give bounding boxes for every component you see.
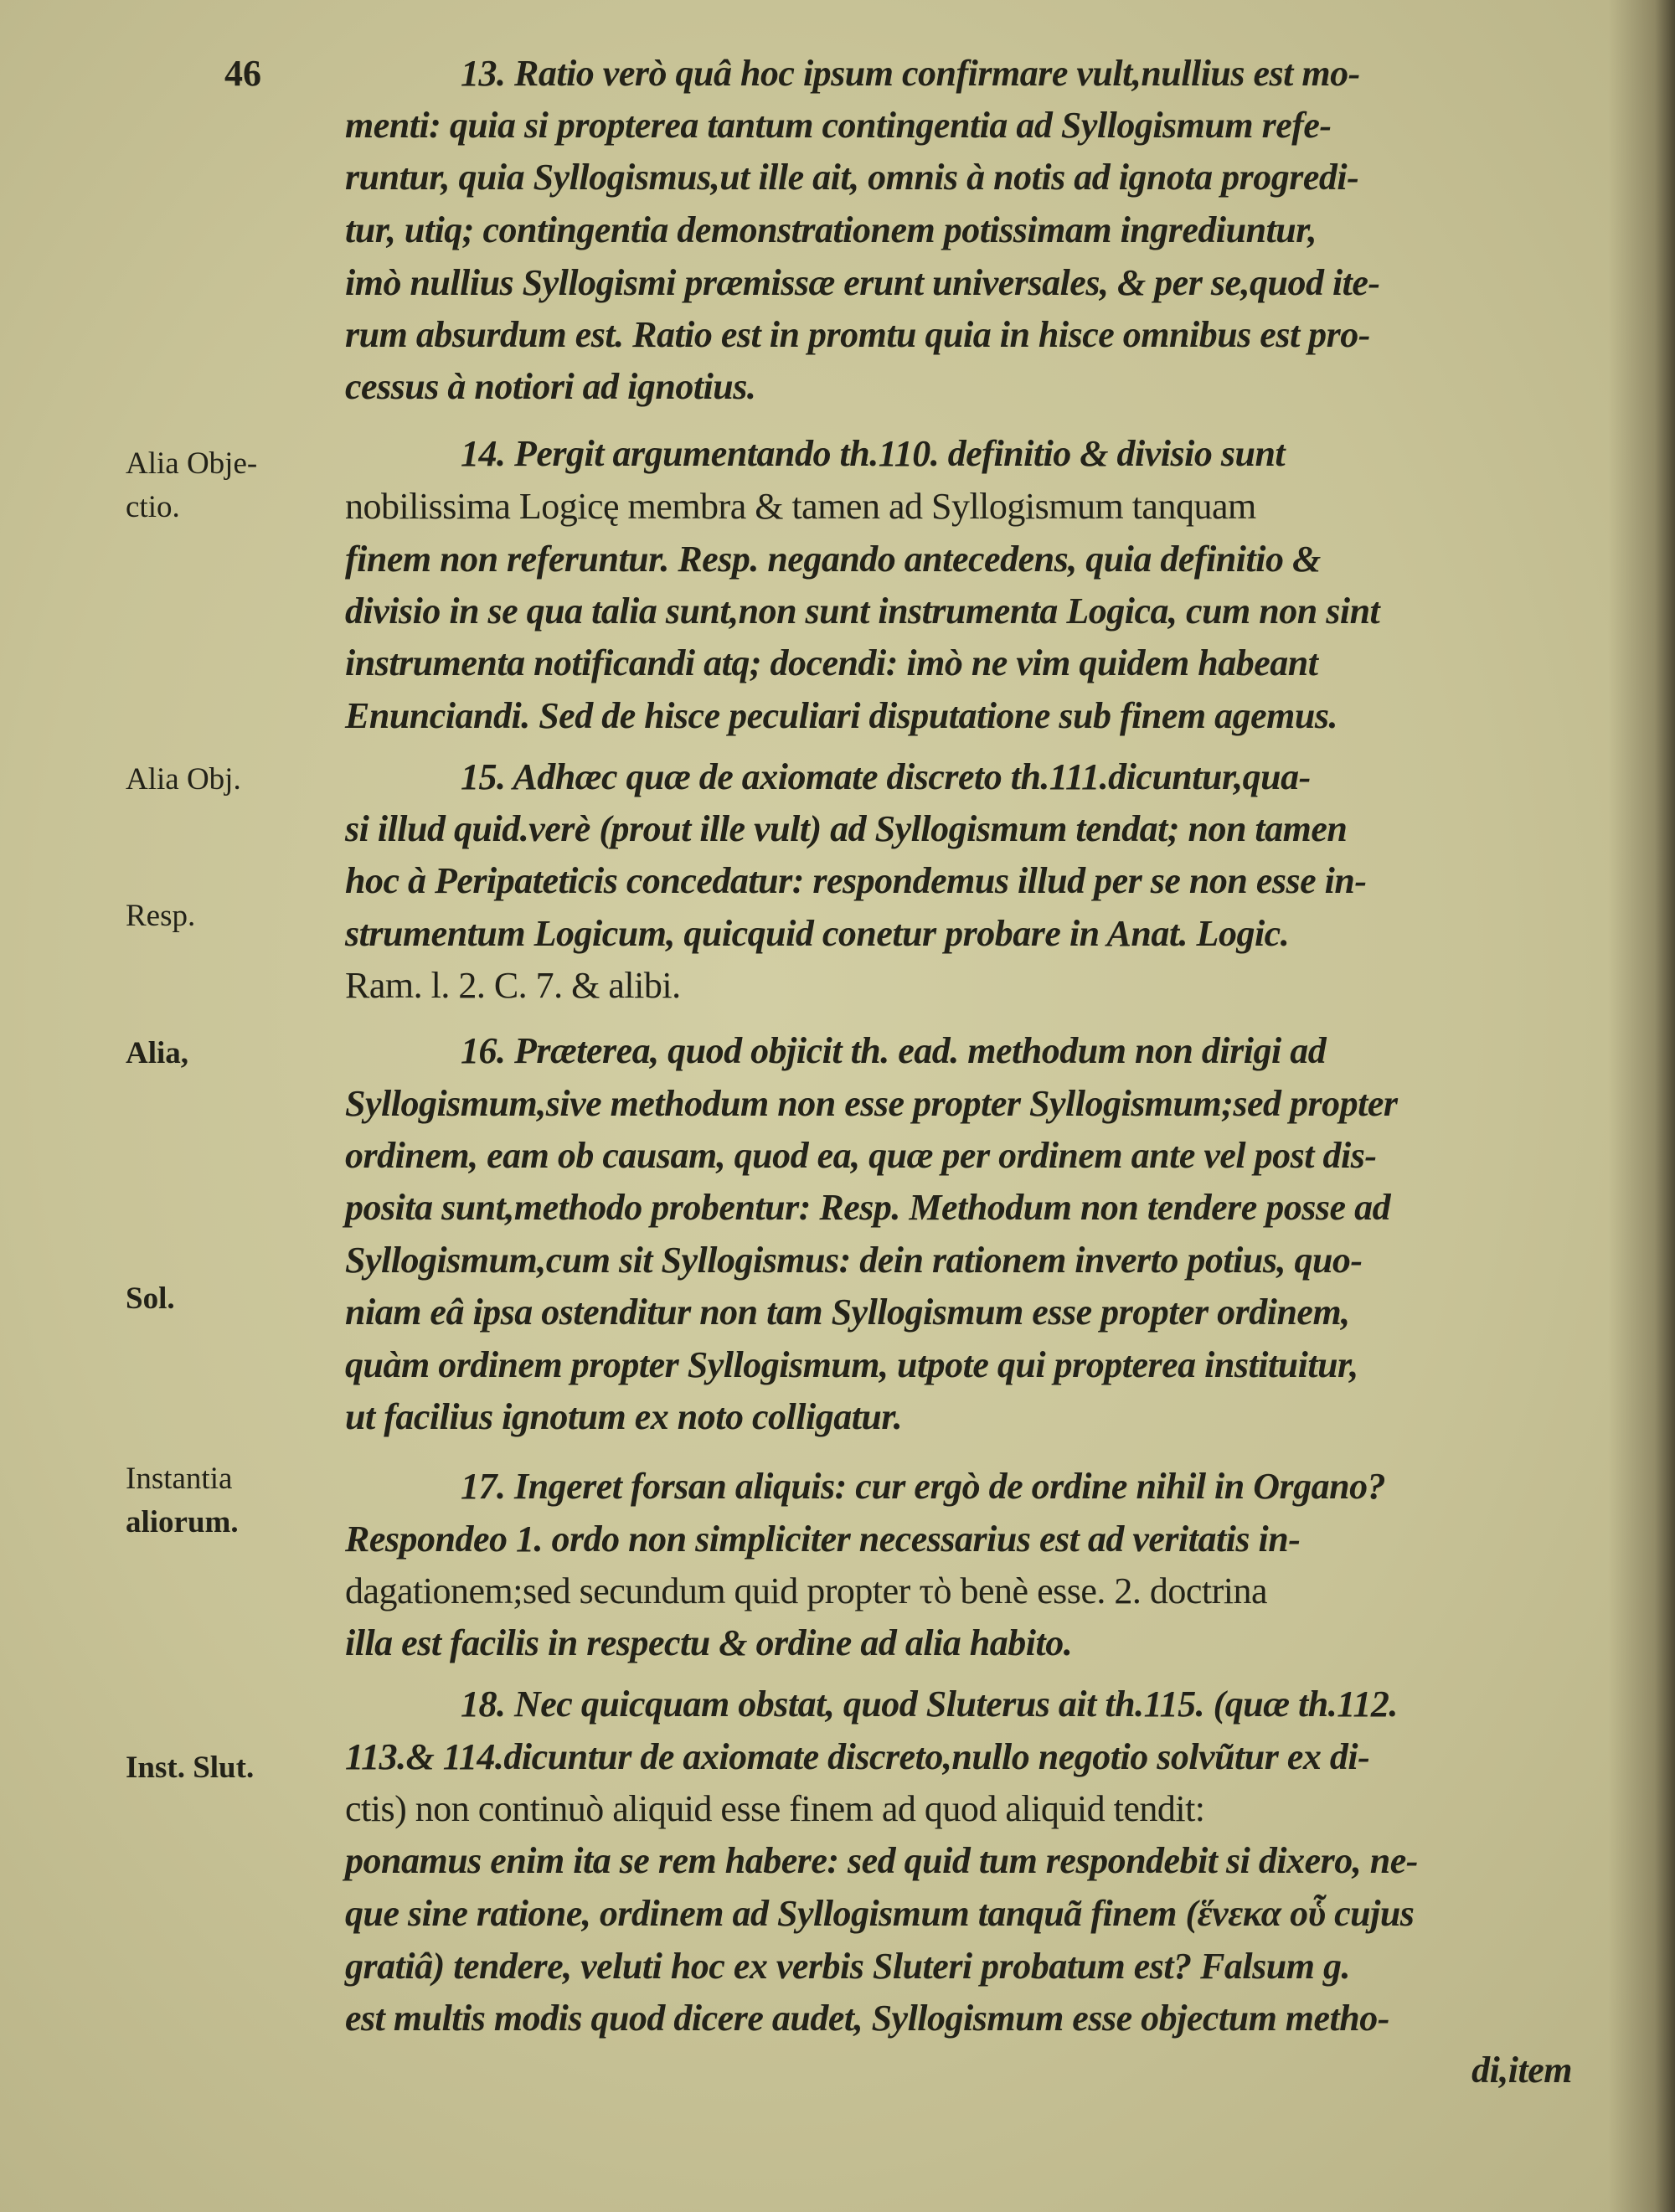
text-line: tur, utiq; contingentia demonstrationem potissimam ingrediuntur, [345, 209, 1317, 250]
margin-note: Alia Obje- [126, 446, 258, 481]
text-line: est multis modis quod dicere audet, Syllogismum esse objectum metho- [345, 1998, 1389, 2039]
text-line: Enunciandi. Sed de hisce peculiari disputatione sub finem agemus. [345, 695, 1337, 736]
text-line: hoc à Peripateticis concedatur: respondemus illud per se non esse in- [345, 860, 1367, 901]
text-line: posita sunt,methodo probentur: Resp. Methodum non tendere posse ad [345, 1187, 1391, 1228]
text-line: niam eâ ipsa ostenditur non tam Syllogismum esse propter ordinem, [345, 1292, 1350, 1333]
text-line: divisio in se qua talia sunt,non sunt instrumenta Logica, cum non sint [345, 590, 1380, 632]
margin-note: Alia Obj. [126, 762, 241, 797]
text-line: 113.& 114.dicuntur de axiomate discreto,nullo negotio solvũtur ex di- [345, 1736, 1370, 1777]
text-line: quàm ordinem propter Syllogismum, utpote qui propterea instituitur, [345, 1344, 1358, 1385]
text-line: illa est facilis in respectu & ordine ad alia habito. [345, 1622, 1073, 1663]
text-line: 15. Adhæc quæ de axiomate discreto th.111.dicuntur,qua- [461, 756, 1311, 797]
margin-note: Instantia [126, 1462, 233, 1496]
text-line: 14. Pergit argumentando th.110. definitio & divisio sunt [461, 433, 1286, 474]
text-line: Syllogismum,sive methodum non esse propter Syllogismum;sed propter [345, 1083, 1398, 1124]
catchword: di,item [1471, 2050, 1572, 2091]
margin-note: Inst. Slut. [126, 1751, 255, 1785]
margin-note: ctio. [126, 490, 180, 524]
text-line: cessus à notiori ad ignotius. [345, 366, 756, 407]
text-line: nobilissima Logicę membra & tamen ad Syllogismum tanquam [345, 486, 1256, 527]
text-line: rum absurdum est. Ratio est in promtu quia in hisce omnibus est pro- [345, 314, 1370, 355]
text-line: que sine ratione, ordinem ad Syllogismum tanquã finem (ἕνεκα οὗ cujus [345, 1893, 1415, 1934]
text-line: ctis) non continuò aliquid esse finem ad quod aliquid tendit: [345, 1788, 1205, 1829]
text-line: menti: quia si propterea tantum contingentia ad Syllogismum refe- [345, 105, 1332, 146]
text-line: finem non referuntur. Resp. negando antecedens, quia definitio & [345, 539, 1321, 580]
text-line: 18. Nec quicquam obstat, quod Sluterus ait th.115. (quæ th.112. [461, 1683, 1398, 1725]
margin-note: aliorum. [126, 1505, 239, 1539]
text-line: Respondeo 1. ordo non simpliciter necessarius est ad veritatis in- [345, 1518, 1301, 1560]
text-line: 17. Ingeret forsan aliquis: cur ergò de ordine nihil in Organo? [461, 1466, 1386, 1507]
text-line: Syllogismum,cum sit Syllogismus: dein rationem inverto potius, quo- [345, 1240, 1363, 1281]
text-line: ordinem, eam ob causam, quod ea, quæ per ordinem ante vel post dis- [345, 1135, 1377, 1176]
text-line: ut facilius ignotum ex noto colligatur. [345, 1396, 903, 1437]
page-number: 46 [224, 53, 261, 94]
text-line: Ram. l. 2. C. 7. & alibi. [345, 965, 681, 1006]
margin-note: Sol. [126, 1281, 175, 1316]
page-gutter-shadow [1608, 0, 1675, 2212]
margin-note: Resp. [126, 899, 196, 933]
text-line: 16. Præterea, quod objicit th. ead. methodum non dirigi ad [461, 1030, 1327, 1071]
text-line: instrumenta notificandi atq; docendi: imò ne vim quidem habeant [345, 642, 1318, 683]
text-line: imò nullius Syllogismi præmissæ erunt universales, & per se,quod ite- [345, 262, 1380, 303]
margin-note: Alia, [126, 1036, 189, 1070]
text-line: si illud quid.verè (prout ille vult) ad Syllogismum tendat; non tamen [345, 808, 1348, 849]
text-line: runtur, quia Syllogismus,ut ille ait, omnis à notis ad ignota progredi- [345, 157, 1359, 198]
text-line: strumentum Logicum, quicquid conetur probare in Anat. Logic. [345, 913, 1290, 954]
text-line: ponamus enim ita se rem habere: sed quid tum respondebit si dixero, ne- [345, 1840, 1418, 1881]
text-line: 13. Ratio verò quâ hoc ipsum confirmare vult,nullius est mo- [461, 53, 1360, 94]
text-line: gratiâ) tendere, veluti hoc ex verbis Sluteri probatum est? Falsum g. [345, 1946, 1350, 1987]
text-line: dagationem;sed secundum quid propter τὸ benè esse. 2. doctrina [345, 1570, 1268, 1611]
